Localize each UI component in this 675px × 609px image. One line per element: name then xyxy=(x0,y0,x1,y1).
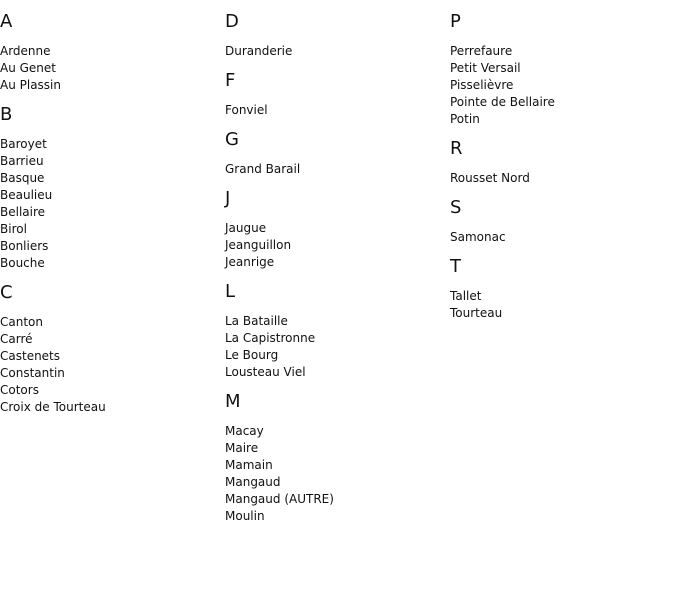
place-link[interactable]: Maire xyxy=(225,441,259,455)
place-link[interactable]: Baroyet xyxy=(0,137,47,151)
place-link[interactable]: Rousset Nord xyxy=(450,171,530,185)
place-link[interactable]: Barrieu xyxy=(0,154,44,168)
letter-heading: G xyxy=(225,129,239,150)
place-link[interactable]: Beaulieu xyxy=(0,188,53,202)
letter-heading: B xyxy=(0,104,13,125)
letter-heading: F xyxy=(225,70,236,91)
place-list xyxy=(225,102,445,119)
place-link[interactable]: Au Genet xyxy=(0,61,57,75)
place-link[interactable]: La Capistronne xyxy=(225,331,316,345)
place-list xyxy=(225,161,445,178)
letter-group xyxy=(450,9,670,128)
index-column-2 xyxy=(225,9,445,533)
place-list xyxy=(225,43,445,60)
place-list xyxy=(0,136,220,272)
letter-heading: D xyxy=(225,11,239,32)
place-link[interactable]: Mangaud (AUTRE) xyxy=(225,492,334,506)
place-link[interactable]: Tallet xyxy=(450,289,482,303)
place-link[interactable]: Au Plassin xyxy=(0,78,61,92)
place-link[interactable]: Canton xyxy=(0,315,43,329)
place-link[interactable]: Perrefaure xyxy=(450,44,513,58)
place-link[interactable]: Samonac xyxy=(450,230,506,244)
place-link[interactable]: Tourteau xyxy=(450,306,503,320)
place-link[interactable]: Mangaud xyxy=(225,475,281,489)
letter-heading: C xyxy=(0,282,13,303)
place-link[interactable]: Potin xyxy=(450,112,480,126)
place-list xyxy=(450,43,670,128)
place-link[interactable]: Bonliers xyxy=(0,239,49,253)
place-list xyxy=(225,313,445,381)
place-list xyxy=(0,314,220,416)
place-link[interactable]: Lousteau Viel xyxy=(225,365,306,379)
letter-heading: A xyxy=(0,11,13,32)
letter-group xyxy=(225,186,445,271)
place-link[interactable]: Fonviel xyxy=(225,103,268,117)
place-link[interactable]: Le Bourg xyxy=(225,348,279,362)
place-link[interactable]: Pointe de Bellaire xyxy=(450,95,555,109)
place-link[interactable]: Castenets xyxy=(0,349,61,363)
place-link[interactable]: Cotors xyxy=(0,383,39,397)
letter-group xyxy=(0,102,220,272)
letter-heading: L xyxy=(225,281,236,302)
place-link[interactable]: Moulin xyxy=(225,509,265,523)
place-link[interactable]: Jeanrige xyxy=(225,255,275,269)
letter-group xyxy=(0,280,220,416)
letter-heading: T xyxy=(450,256,461,277)
letter-group xyxy=(225,127,445,178)
letter-group xyxy=(0,9,220,94)
place-link[interactable]: Grand Barail xyxy=(225,162,301,176)
place-list xyxy=(450,229,670,246)
place-list xyxy=(225,423,445,525)
index-column-1 xyxy=(0,9,220,424)
letter-heading: P xyxy=(450,11,461,32)
place-list xyxy=(450,170,670,187)
letter-group xyxy=(450,195,670,246)
letter-group xyxy=(225,68,445,119)
letter-group xyxy=(450,136,670,187)
place-link[interactable]: Jaugue xyxy=(225,221,267,235)
place-link[interactable]: La Bataille xyxy=(225,314,288,328)
place-link[interactable]: Mamain xyxy=(225,458,273,472)
place-link[interactable]: Ardenne xyxy=(0,44,51,58)
place-link[interactable]: Basque xyxy=(0,171,45,185)
letter-group xyxy=(225,389,445,525)
place-link[interactable]: Carré xyxy=(0,332,33,346)
place-link[interactable]: Bellaire xyxy=(0,205,46,219)
place-link[interactable]: Pisselièvre xyxy=(450,78,514,92)
letter-heading: S xyxy=(450,197,462,218)
place-link[interactable]: Duranderie xyxy=(225,44,293,58)
place-list xyxy=(0,43,220,94)
letter-heading: M xyxy=(225,391,241,412)
letter-heading: J xyxy=(225,188,231,209)
place-link[interactable]: Macay xyxy=(225,424,264,438)
place-link[interactable]: Birol xyxy=(0,222,27,236)
place-link[interactable]: Bouche xyxy=(0,256,45,270)
place-list xyxy=(450,288,670,322)
letter-group xyxy=(225,279,445,381)
place-link[interactable]: Constantin xyxy=(0,366,65,380)
place-link[interactable]: Croix de Tourteau xyxy=(0,400,106,414)
letter-group xyxy=(450,254,670,322)
place-list xyxy=(225,220,445,271)
letter-group xyxy=(225,9,445,60)
index-column-3 xyxy=(450,9,670,330)
letter-heading: R xyxy=(450,138,463,159)
place-link[interactable]: Jeanguillon xyxy=(225,238,292,252)
place-link[interactable]: Petit Versail xyxy=(450,61,521,75)
